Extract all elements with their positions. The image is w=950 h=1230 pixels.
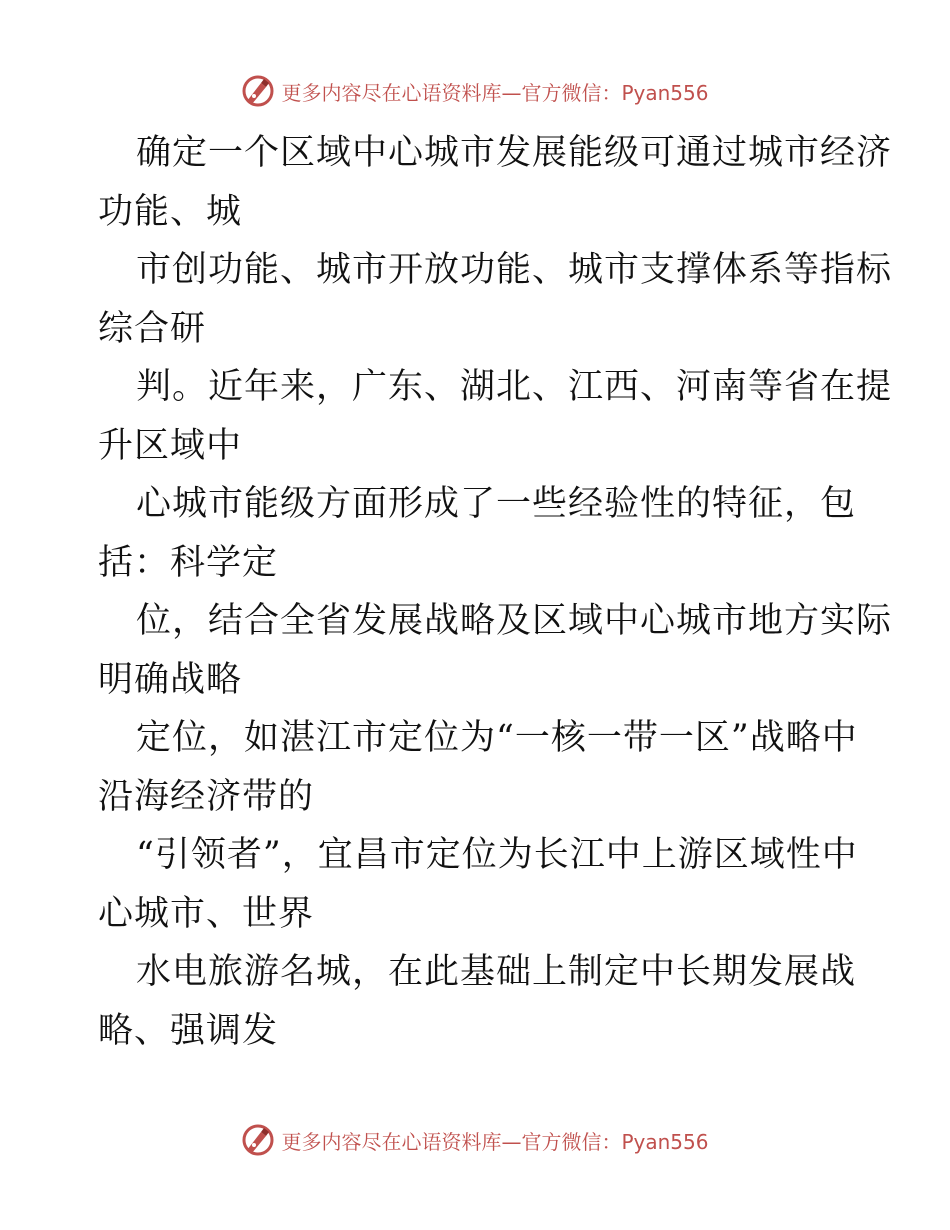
body-line: 水电旅游名城，在此基础上制定中长期发展战 [136, 952, 857, 992]
body-line: 功能、城 [98, 191, 243, 232]
body-line: 心城市、世界 [98, 893, 315, 934]
body-line: “引领者”，宜昌市定位为长江中上游区域性中 [136, 835, 858, 875]
header-banner-text: 更多内容尽在心语资料库—官方微信：Pyan556 [281, 80, 709, 105]
body-line: 心城市能级方面形成了一些经验性的特征，包 [136, 484, 857, 524]
body-line: 位，结合全省发展战略及区域中心城市地方实际 [136, 601, 893, 641]
body-line: 升区域中 [98, 425, 243, 466]
footer-banner-text: 更多内容尽在心语资料库—官方微信：Pyan556 [281, 1129, 709, 1154]
header-banner [0, 71, 950, 111]
body-line: 括：科学定 [98, 542, 279, 583]
footer-banner [0, 1120, 950, 1160]
body-line: 综合研 [98, 308, 207, 349]
body-line: 判。近年来，广东、湖北、江西、河南等省在提 [136, 367, 893, 407]
body-line: 市创功能、城市开放功能、城市支撑体系等指标 [136, 250, 893, 290]
body-line: 沿海经济带的 [98, 776, 315, 817]
body-line: 定位，如湛江市定位为“一核一带一区”战略中 [136, 718, 858, 758]
body-line: 确定一个区域中心城市发展能级可通过城市经济 [136, 133, 893, 173]
body-line: 明确战略 [98, 659, 243, 700]
body-line: 略、强调发 [98, 1010, 279, 1051]
pen-logo-icon [241, 1123, 275, 1157]
header-banner-inner [241, 74, 708, 108]
footer-banner-inner [241, 1123, 708, 1157]
document-body [98, 124, 893, 1060]
pen-logo-icon [241, 74, 275, 108]
